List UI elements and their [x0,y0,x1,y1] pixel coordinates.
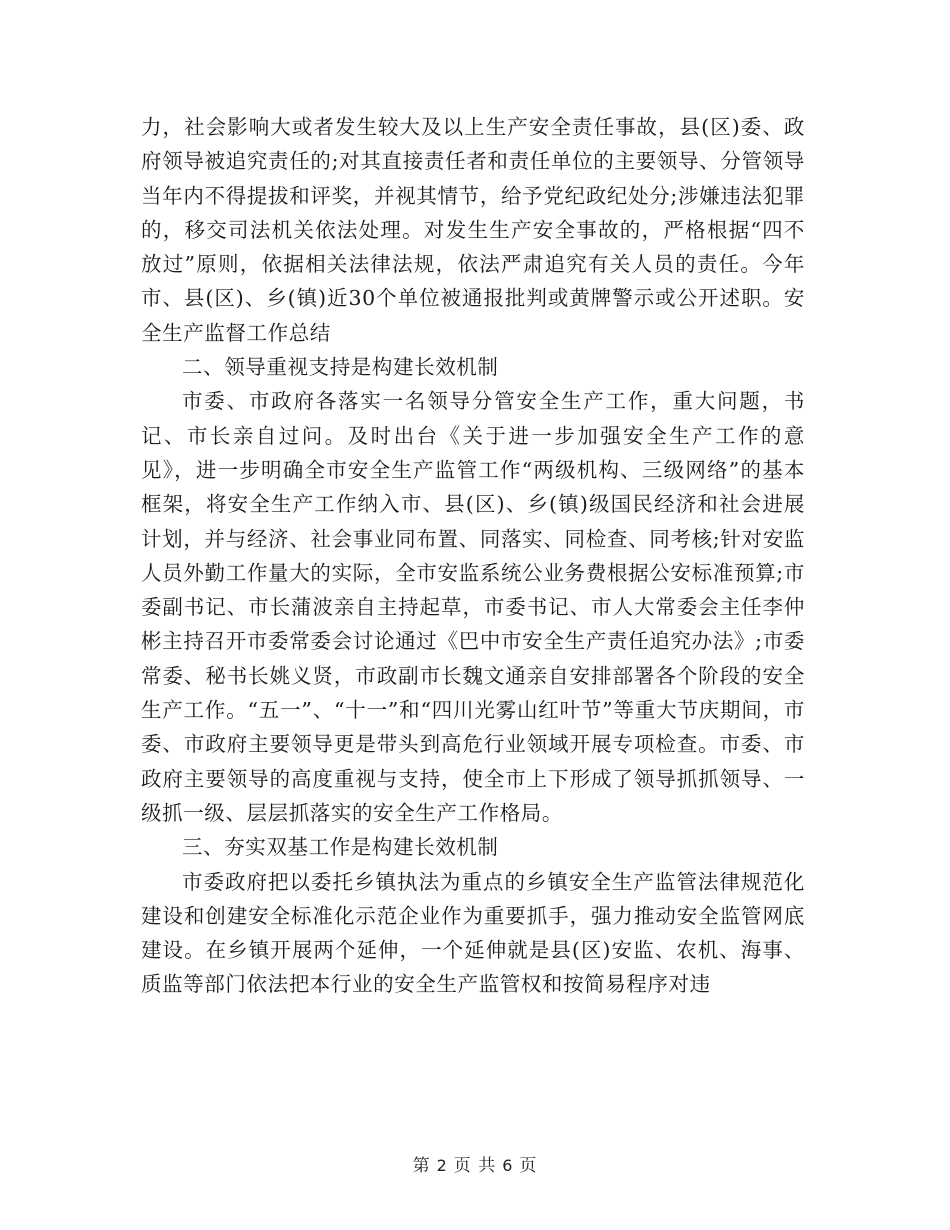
section-heading-2: 二、领导重视支持是构建长效机制 [182,355,499,380]
section-heading-3: 三、夯实双基工作是构建长效机制 [182,835,499,860]
page-footer [0,1151,950,1176]
footer-current-page: 2 [436,1156,448,1175]
footer-middle: 页 共 [453,1156,497,1176]
footer-prefix: 第 [412,1156,431,1176]
paragraph-1: 力，社会影响大或者发生较大及以上生产安全责任事故，县(区)委、政府领导被追究责任的;对其直接责任者和责任单位的主要领导、分管领导当年内不得提拔和评奖，并视其情节，给予党纪政纪处分;涉嫌违法犯罪的，移交司法机关依法处理。对发生生产安全事故的，严格根据“四不放过”原则，依据相关法律法规，依法严肃追究有关人员的责任。今年市、县(区)、乡(镇)近30个单位被通报批判或黄牌警示或公开述职。安全生产监督工作总结 [141,115,805,345]
document-body [141,110,805,1002]
footer-suffix: 页 [519,1156,538,1176]
footer-total-pages: 6 [502,1156,514,1175]
paragraph-2: 市委、市政府各落实一名领导分管安全生产工作，重大问题，书记、市长亲自过问。及时出台《关于进一步加强安全生产工作的意见》，进一步明确全市安全生产监管工作“两级机构、三级网络”的基本框架，将安全生产工作纳入市、县(区)、乡(镇)级国民经济和社会进展计划，并与经济、社会事业同布置、同落实、同检查、同考核;针对安监人员外勤工作量大的实际，全市安监系统公业务费根据公安标准预算;市委副书记、市长蒲波亲自主持起草，市委书记、市人大常委会主任李仲彬主持召开市委常委会讨论通过《巴中市安全生产责任追究办法》;市委常委、秘书长姚义贤，市政副市长魏文通亲自安排部署各个阶段的安全生产工作。“五一”、“十一”和“四川光雾山红叶节”等重大节庆期间，市委、市政府主要领导更是带头到高危行业领域开展专项检查。市委、市政府主要领导的高度重视与支持，使全市上下形成了领导抓抓领导、一级抓一级、层层抓落实的安全生产工作格局。 [141,389,805,825]
paragraph-3: 市委政府把以委托乡镇执法为重点的乡镇安全生产监管法律规范化建设和创建安全标准化示范企业作为重要抓手，强力推动安全监管网底建设。在乡镇开展两个延伸，一个延伸就是县(区)安监、农机、海事、质监等部门依法把本行业的安全生产监管权和按简易程序对违 [141,869,805,997]
